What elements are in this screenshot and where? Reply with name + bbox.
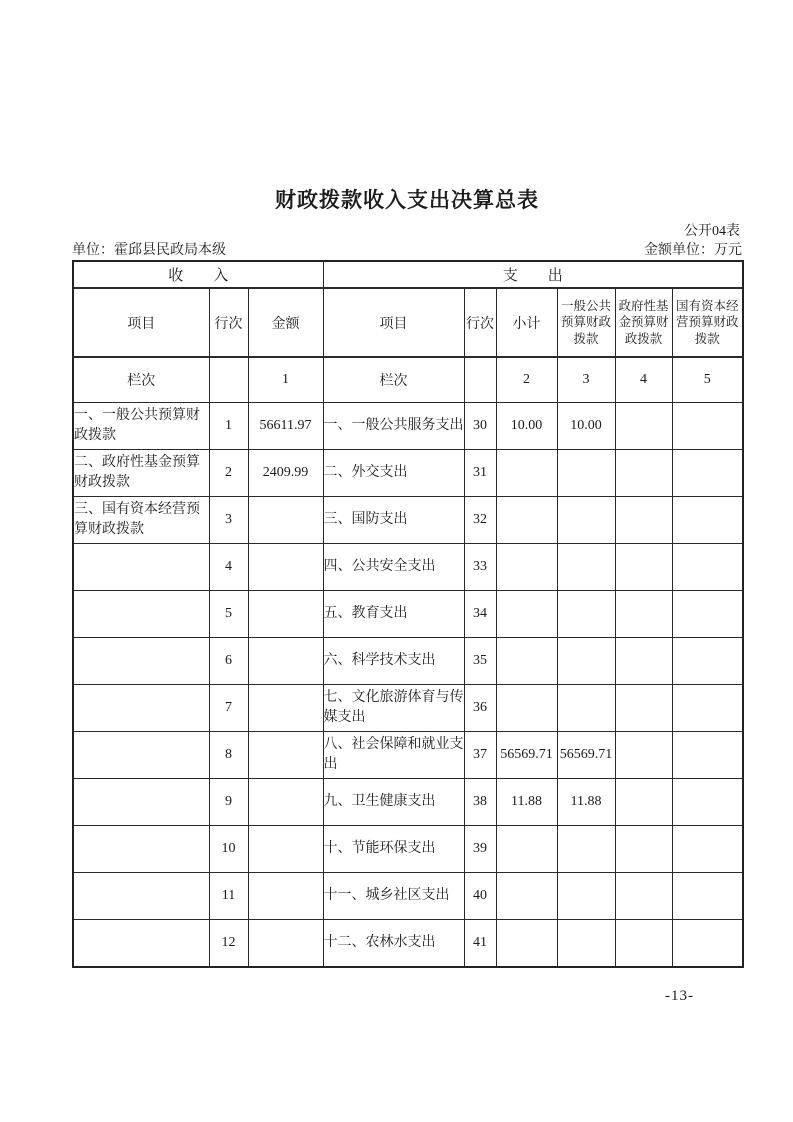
table-row <box>73 497 743 544</box>
index-income-amount: 1 <box>248 357 323 403</box>
cell-expense-line: 41 <box>464 920 496 968</box>
cell-subtotal <box>496 591 557 638</box>
cell-income-item <box>73 779 209 826</box>
col-header-gov-funds: 政府性基金预算财政拨款 <box>615 288 672 357</box>
table-body <box>73 357 743 967</box>
page-title: 财政拨款收入支出决算总表 <box>275 189 539 212</box>
cell-expense-line: 30 <box>464 403 496 450</box>
cell-state-capital <box>672 920 743 968</box>
cell-expense-item: 七、文化旅游体育与传媒支出 <box>323 685 464 732</box>
amount-unit-label: 金额单位：万元 <box>644 243 742 258</box>
cell-gov-funds <box>615 403 672 450</box>
cell-subtotal: 10.00 <box>496 403 557 450</box>
expense-section-header: 支 出 <box>323 261 743 288</box>
cell-expense-line: 40 <box>464 873 496 920</box>
cell-income-amount <box>248 685 323 732</box>
cell-state-capital <box>672 638 743 685</box>
cell-income-amount: 56611.97 <box>248 403 323 450</box>
cell-income-item <box>73 685 209 732</box>
cell-gov-funds <box>615 779 672 826</box>
cell-income-line: 2 <box>209 450 248 497</box>
form-code-label: 公开04表 <box>684 224 740 239</box>
cell-subtotal <box>496 873 557 920</box>
meta-row <box>72 239 742 259</box>
cell-subtotal: 56569.71 <box>496 732 557 779</box>
cell-expense-item: 十、节能环保支出 <box>323 826 464 873</box>
table-row <box>73 826 743 873</box>
cell-general-public: 10.00 <box>557 403 615 450</box>
cell-income-amount <box>248 591 323 638</box>
cell-income-item: 三、国有资本经营预算财政拨款 <box>73 497 209 544</box>
cell-expense-item: 三、国防支出 <box>323 497 464 544</box>
cell-subtotal <box>496 497 557 544</box>
cell-expense-item: 八、社会保障和就业支出 <box>323 732 464 779</box>
cell-state-capital <box>672 873 743 920</box>
cell-gov-funds <box>615 920 672 968</box>
col-header-general-public: 一般公共预算财政拨款 <box>557 288 615 357</box>
cell-expense-item: 一、一般公共服务支出 <box>323 403 464 450</box>
cell-expense-item: 二、外交支出 <box>323 450 464 497</box>
cell-state-capital <box>672 403 743 450</box>
cell-income-amount <box>248 497 323 544</box>
cell-expense-line: 34 <box>464 591 496 638</box>
col-header-expense-line: 行次 <box>464 288 496 357</box>
cell-gov-funds <box>615 450 672 497</box>
index-state-capital: 5 <box>672 357 743 403</box>
cell-expense-line: 33 <box>464 544 496 591</box>
cell-income-item: 二、政府性基金预算财政拨款 <box>73 450 209 497</box>
cell-expense-item: 九、卫生健康支出 <box>323 779 464 826</box>
cell-expense-item: 六、科学技术支出 <box>323 638 464 685</box>
cell-income-line: 12 <box>209 920 248 968</box>
table-head <box>73 261 743 357</box>
cell-state-capital <box>672 497 743 544</box>
cell-income-item <box>73 873 209 920</box>
cell-expense-item: 五、教育支出 <box>323 591 464 638</box>
cell-expense-line: 36 <box>464 685 496 732</box>
cell-expense-item: 十二、农林水支出 <box>323 920 464 968</box>
cell-gov-funds <box>615 544 672 591</box>
table-row <box>73 544 743 591</box>
cell-subtotal <box>496 920 557 968</box>
cell-income-item <box>73 638 209 685</box>
col-header-expense-item: 项目 <box>323 288 464 357</box>
cell-general-public <box>557 591 615 638</box>
cell-expense-line: 32 <box>464 497 496 544</box>
cell-income-item <box>73 732 209 779</box>
col-header-state-capital: 国有资本经营预算财政拨款 <box>672 288 743 357</box>
cell-general-public <box>557 873 615 920</box>
table-row <box>73 638 743 685</box>
cell-gov-funds <box>615 497 672 544</box>
cell-income-amount <box>248 826 323 873</box>
cell-gov-funds <box>615 873 672 920</box>
table-row <box>73 403 743 450</box>
cell-general-public <box>557 544 615 591</box>
cell-general-public: 11.88 <box>557 779 615 826</box>
cell-gov-funds <box>615 591 672 638</box>
cell-income-line: 3 <box>209 497 248 544</box>
table-row <box>73 873 743 920</box>
cell-income-line: 8 <box>209 732 248 779</box>
cell-expense-line: 39 <box>464 826 496 873</box>
cell-general-public: 56569.71 <box>557 732 615 779</box>
column-header-row <box>73 288 743 357</box>
cell-income-amount <box>248 638 323 685</box>
cell-general-public <box>557 497 615 544</box>
cell-income-line: 7 <box>209 685 248 732</box>
cell-general-public <box>557 638 615 685</box>
cell-income-line: 6 <box>209 638 248 685</box>
cell-general-public <box>557 685 615 732</box>
fiscal-summary-table <box>72 260 744 968</box>
cell-subtotal: 11.88 <box>496 779 557 826</box>
col-header-subtotal: 小计 <box>496 288 557 357</box>
column-index-row <box>73 357 743 403</box>
cell-state-capital <box>672 779 743 826</box>
cell-income-item: 一、一般公共预算财政拨款 <box>73 403 209 450</box>
index-gov-funds: 4 <box>615 357 672 403</box>
cell-income-line: 4 <box>209 544 248 591</box>
cell-expense-item: 四、公共安全支出 <box>323 544 464 591</box>
cell-general-public <box>557 920 615 968</box>
cell-income-amount <box>248 873 323 920</box>
table-row <box>73 920 743 968</box>
cell-general-public <box>557 450 615 497</box>
cell-income-line: 9 <box>209 779 248 826</box>
cell-income-amount <box>248 779 323 826</box>
index-general-public: 3 <box>557 357 615 403</box>
index-income-line <box>209 357 248 403</box>
cell-general-public <box>557 826 615 873</box>
cell-expense-line: 35 <box>464 638 496 685</box>
table-row <box>73 591 743 638</box>
cell-state-capital <box>672 826 743 873</box>
cell-expense-item: 十一、城乡社区支出 <box>323 873 464 920</box>
cell-state-capital <box>672 450 743 497</box>
table-row <box>73 779 743 826</box>
col-header-income-amount: 金额 <box>248 288 323 357</box>
income-section-header: 收 入 <box>73 261 323 288</box>
cell-gov-funds <box>615 638 672 685</box>
cell-income-amount <box>248 732 323 779</box>
cell-income-line: 1 <box>209 403 248 450</box>
table-row <box>73 685 743 732</box>
col-header-income-item: 项目 <box>73 288 209 357</box>
cell-gov-funds <box>615 826 672 873</box>
cell-income-item <box>73 920 209 968</box>
cell-subtotal <box>496 638 557 685</box>
cell-income-line: 5 <box>209 591 248 638</box>
cell-state-capital <box>672 732 743 779</box>
cell-state-capital <box>672 685 743 732</box>
page-number: -13- <box>665 988 694 1004</box>
table-row <box>73 732 743 779</box>
cell-expense-line: 37 <box>464 732 496 779</box>
table-row <box>73 450 743 497</box>
cell-expense-line: 38 <box>464 779 496 826</box>
cell-expense-line: 31 <box>464 450 496 497</box>
cell-subtotal <box>496 685 557 732</box>
cell-gov-funds <box>615 732 672 779</box>
section-header-row <box>73 261 743 288</box>
cell-income-item <box>73 591 209 638</box>
index-subtotal: 2 <box>496 357 557 403</box>
cell-income-amount <box>248 544 323 591</box>
cell-subtotal <box>496 826 557 873</box>
cell-income-line: 10 <box>209 826 248 873</box>
cell-subtotal <box>496 544 557 591</box>
cell-income-item <box>73 826 209 873</box>
index-income-item: 栏次 <box>73 357 209 403</box>
cell-income-line: 11 <box>209 873 248 920</box>
cell-state-capital <box>672 591 743 638</box>
index-expense-item: 栏次 <box>323 357 464 403</box>
cell-subtotal <box>496 450 557 497</box>
cell-gov-funds <box>615 685 672 732</box>
cell-income-amount: 2409.99 <box>248 450 323 497</box>
cell-income-amount <box>248 920 323 968</box>
cell-income-item <box>73 544 209 591</box>
cell-state-capital <box>672 544 743 591</box>
col-header-income-line: 行次 <box>209 288 248 357</box>
index-expense-line <box>464 357 496 403</box>
unit-label: 单位：霍邱县民政局本级 <box>72 243 226 258</box>
